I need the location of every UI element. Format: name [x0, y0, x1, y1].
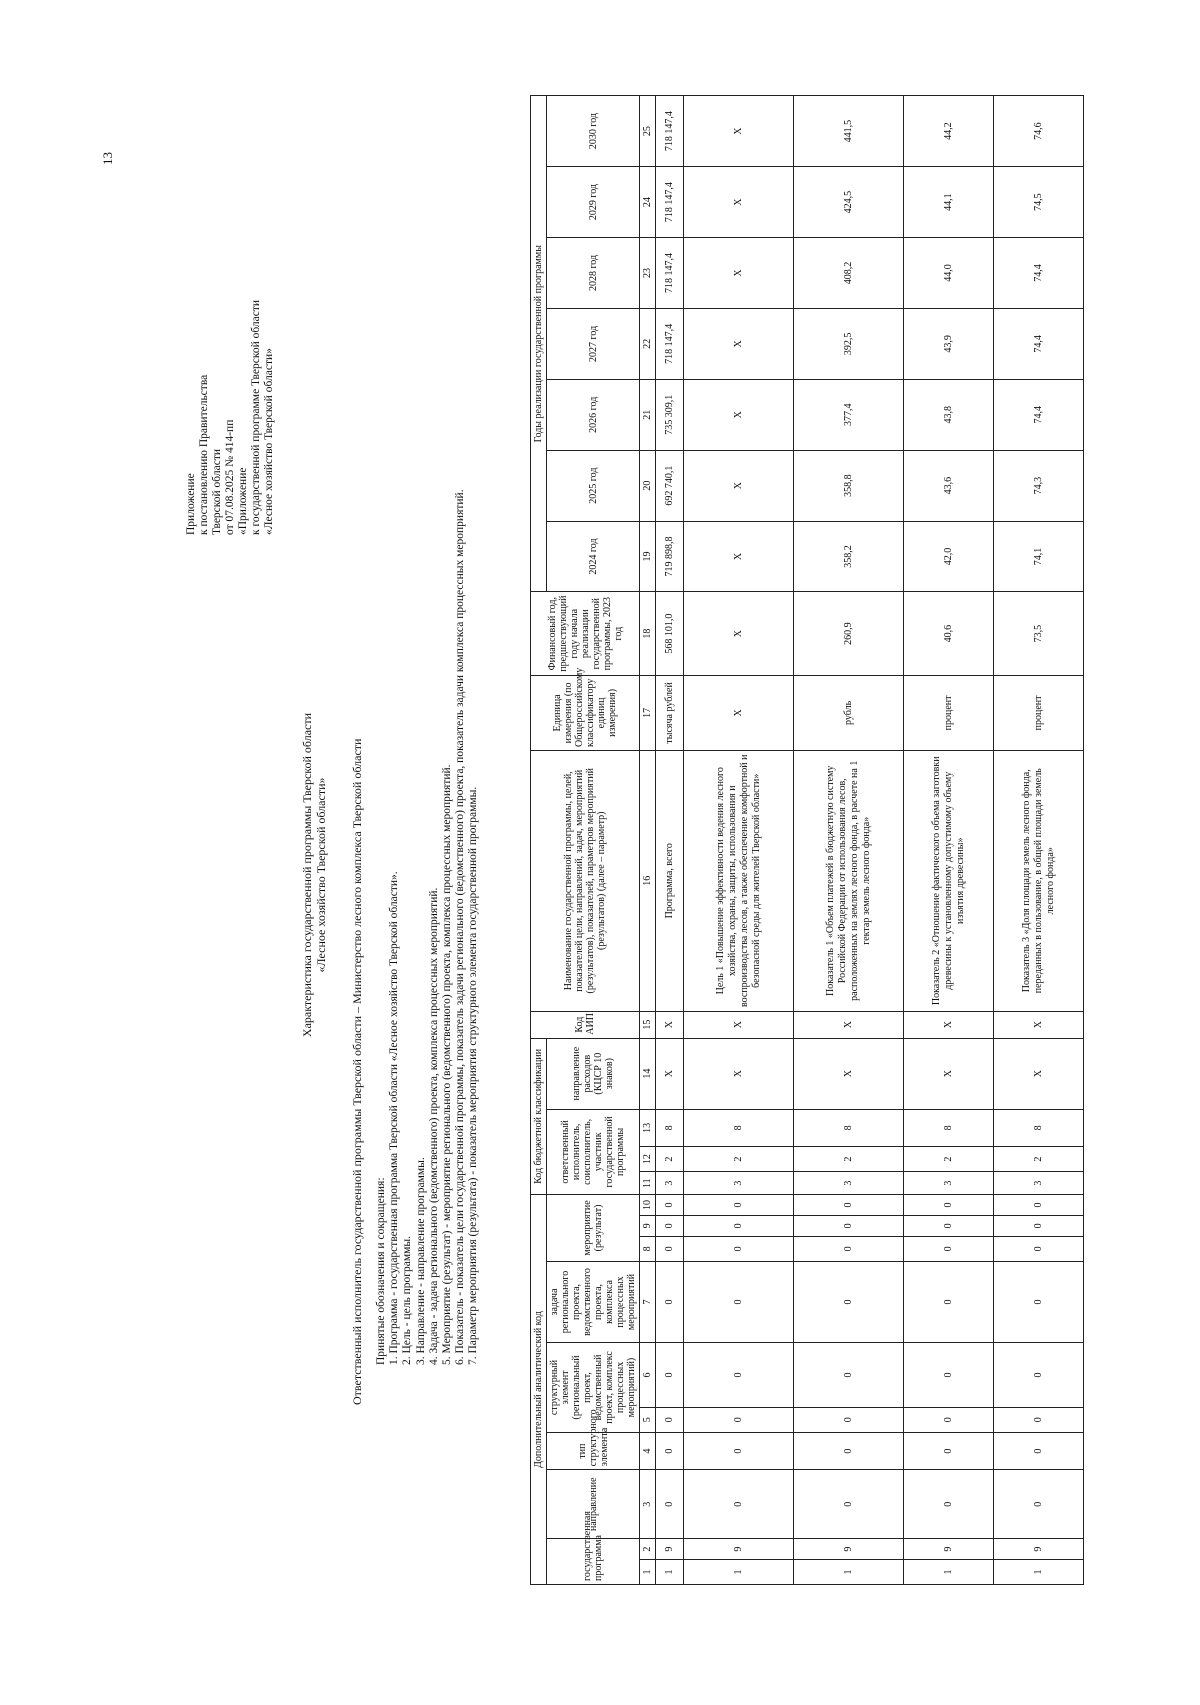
appendix-header [185, 205, 276, 535]
code-cell: 0 [656, 1261, 684, 1342]
code-cell: 3 [684, 1172, 794, 1195]
code-cell: 9 [994, 1539, 1084, 1560]
appendix-line: к постановлению Правительства [198, 374, 210, 535]
appendix-line: «Приложение [237, 467, 249, 535]
code-cell: 0 [656, 1215, 684, 1236]
code-cell: 2 [684, 1147, 794, 1172]
legend-line: 1. Программа - государственная программа Тверской области «Лесное хозяйство Тверской области». [388, 871, 401, 1365]
year-value: 43,8 [904, 379, 994, 450]
year-value: 74,1 [994, 521, 1084, 592]
code-cell: 0 [656, 1195, 684, 1216]
year-value: Х [684, 379, 794, 450]
column-number: 4 [640, 1432, 656, 1470]
table-body [656, 96, 1084, 1585]
code-cell: 2 [656, 1147, 684, 1172]
year-value: 358,2 [794, 521, 904, 592]
code-cell: 1 [994, 1559, 1084, 1584]
header-year-2028: 2028 год [547, 238, 640, 309]
column-number: 12 [640, 1147, 656, 1172]
code-cell: 0 [794, 1236, 904, 1261]
name-cell: Показатель 2 «Отношение фактического объема заготовки древесины к установленному допустимому объему изъятия древесины» [904, 750, 994, 1011]
year-value: 74,4 [994, 238, 1084, 309]
name-cell: Цель 1 «Повышение эффективности ведения лесного хозяйства, охраны, защиты, использования и воспроизводства лесов, а также обеспечение комфортной и безопасной среды для жителей Тверской области» [684, 750, 794, 1011]
name-cell: Программа, всего [656, 750, 684, 1011]
year-value: Х [684, 450, 794, 521]
code-cell: 9 [684, 1539, 794, 1560]
appendix-line: «Лесное хозяйство Тверской области» [263, 348, 275, 535]
column-number: 22 [640, 308, 656, 379]
code-cell: 0 [994, 1261, 1084, 1342]
legend-line: 7. Параметр мероприятия (результата) - показатель мероприятия структурного элемента государственной программы. [467, 786, 480, 1365]
column-number: 1 [640, 1559, 656, 1584]
code-cell: 0 [684, 1343, 794, 1408]
code-cell: 8 [904, 1109, 994, 1147]
code-cell: 0 [684, 1432, 794, 1470]
code-cell: 3 [794, 1172, 904, 1195]
code-cell: 0 [656, 1236, 684, 1261]
year-value: 377,4 [794, 379, 904, 450]
header-year-2024: 2024 год [547, 521, 640, 592]
abbreviations-legend [375, 489, 481, 1365]
column-number: 16 [640, 750, 656, 1011]
code-cell: 1 [656, 1559, 684, 1584]
year-value: Х [684, 521, 794, 592]
code-cell: 0 [904, 1215, 994, 1236]
column-number: 18 [640, 592, 656, 675]
year-value: 74,5 [994, 167, 1084, 238]
responsible-executor: Ответственный исполнитель государственной программы Тверской области – Министерство лесного комплекса Тверской области [350, 738, 364, 1405]
code-cell: 8 [656, 1109, 684, 1147]
column-number: 7 [640, 1261, 656, 1342]
title-line-1: Характеристика государственной программы Тверской области [300, 712, 314, 1038]
legend-line: 2. Цель - цель программы. [401, 1236, 414, 1365]
header-event: мероприятие (результат) [547, 1195, 640, 1262]
appendix-line: к государственной программе Тверской области [250, 299, 262, 535]
column-numbers-row [640, 96, 656, 1585]
header-program: государственная программа [547, 1539, 640, 1585]
code-cell: 0 [904, 1236, 994, 1261]
unit-cell: тысяча рублей [656, 675, 684, 750]
code-cell: Х [994, 1038, 1084, 1109]
header-aip: Код АИП [531, 1011, 640, 1038]
header-element-type: тип структурного элемента [547, 1432, 640, 1470]
header-year-2025: 2025 год [547, 450, 640, 521]
code-cell: Х [794, 1011, 904, 1038]
year-value: 42,0 [904, 521, 994, 592]
code-cell: 1 [904, 1559, 994, 1584]
column-number: 15 [640, 1011, 656, 1038]
unit-cell: рубль [794, 675, 904, 750]
code-cell: Х [656, 1011, 684, 1038]
column-number: 13 [640, 1109, 656, 1147]
code-cell: 0 [794, 1261, 904, 1342]
code-cell: 0 [684, 1215, 794, 1236]
column-number: 11 [640, 1172, 656, 1195]
year-value: 408,2 [794, 238, 904, 309]
column-number: 20 [640, 450, 656, 521]
code-cell: 0 [794, 1195, 904, 1216]
table-row [994, 96, 1084, 1585]
column-number: 2 [640, 1539, 656, 1560]
column-number: 9 [640, 1215, 656, 1236]
header-year-2030: 2030 год [547, 96, 640, 167]
header-expense-direction: направление расходов (КЦСР 10 знаков) [547, 1038, 640, 1109]
code-cell: Х [904, 1011, 994, 1038]
header-year-2027: 2027 год [547, 308, 640, 379]
header-direction: направление [547, 1470, 640, 1539]
column-number: 25 [640, 96, 656, 167]
legend-line: 6. Показатель - показатель цели государственной программы, показатель задачи регионального (ведомственного) проекта, показатель задачи комплекса процессных мероприятий. [454, 489, 467, 1365]
column-number: 21 [640, 379, 656, 450]
base-year-value: 73,5 [994, 592, 1084, 675]
year-value: 719 898,8 [656, 521, 684, 592]
column-number: 10 [640, 1195, 656, 1216]
table-row [684, 96, 794, 1585]
year-value: 441,5 [794, 96, 904, 167]
column-number: 14 [640, 1038, 656, 1109]
code-cell: Х [684, 1038, 794, 1109]
header-additional-code: Дополнительный аналитический код [531, 1195, 547, 1585]
name-cell: Показатель 3 «Доля площади земель лесного фонда, переданных в пользование, в общей площади земель лесного фонда» [994, 750, 1084, 1011]
column-number: 17 [640, 675, 656, 750]
code-cell: 0 [994, 1343, 1084, 1408]
base-year-value: 568 101,0 [656, 592, 684, 675]
column-number: 8 [640, 1236, 656, 1261]
code-cell: 0 [994, 1236, 1084, 1261]
header-task: задача регионального проекта, ведомственного проекта, комплекса процессных мероприятий [547, 1261, 640, 1342]
code-cell: 0 [684, 1195, 794, 1216]
code-cell: 0 [684, 1407, 794, 1432]
appendix-line: Приложение [185, 473, 197, 535]
header-name: Наименование государственной программы, целей, показателей цели, направлений, задач, мероприятий (результатов), показателей, параметров мероприятий (результатов) (далее – параметр) [531, 750, 640, 1011]
year-value: Х [684, 167, 794, 238]
code-cell: 0 [994, 1432, 1084, 1470]
code-cell: 2 [904, 1147, 994, 1172]
year-value: 424,5 [794, 167, 904, 238]
table-row [656, 96, 684, 1585]
year-value: 74,3 [994, 450, 1084, 521]
header-budget-code: Код бюджетной классификации [531, 1038, 547, 1194]
code-cell: Х [994, 1011, 1084, 1038]
code-cell: 0 [994, 1470, 1084, 1539]
code-cell: Х [656, 1038, 684, 1109]
base-year-value: 260,9 [794, 592, 904, 675]
code-cell: 0 [794, 1343, 904, 1408]
code-cell: 8 [684, 1109, 794, 1147]
code-cell: 0 [656, 1343, 684, 1408]
year-value: 44,0 [904, 238, 994, 309]
year-value: 692 740,1 [656, 450, 684, 521]
code-cell: 0 [994, 1195, 1084, 1216]
code-cell: 0 [904, 1432, 994, 1470]
code-cell: 0 [684, 1236, 794, 1261]
code-cell: 0 [794, 1407, 904, 1432]
code-cell: 9 [904, 1539, 994, 1560]
code-cell: Х [684, 1011, 794, 1038]
code-cell: 8 [994, 1109, 1084, 1147]
document-title [300, 565, 328, 1185]
column-number: 6 [640, 1343, 656, 1408]
code-cell: Х [904, 1038, 994, 1109]
year-value: 74,4 [994, 308, 1084, 379]
year-value: 74,6 [994, 96, 1084, 167]
base-year-value: Х [684, 592, 794, 675]
code-cell: 0 [994, 1407, 1084, 1432]
code-cell: 3 [904, 1172, 994, 1195]
code-cell: 0 [684, 1261, 794, 1342]
year-value: 44,2 [904, 96, 994, 167]
year-value: 43,6 [904, 450, 994, 521]
column-number: 3 [640, 1470, 656, 1539]
legend-line: 3. Направление - направление программы. [414, 1157, 427, 1365]
code-cell: 0 [656, 1432, 684, 1470]
year-value: 392,5 [794, 308, 904, 379]
code-cell: 0 [794, 1215, 904, 1236]
unit-cell: процент [994, 675, 1084, 750]
unit-cell: Х [684, 675, 794, 750]
header-year-2026: 2026 год [547, 379, 640, 450]
code-cell: 9 [656, 1539, 684, 1560]
code-cell: 0 [684, 1470, 794, 1539]
legend-line: 4. Задача - задача регионального (ведомственного) проекта, комплекса процессных мероприятий. [427, 887, 440, 1365]
code-cell: 1 [794, 1559, 904, 1584]
code-cell: Х [794, 1038, 904, 1109]
column-number: 23 [640, 238, 656, 309]
year-value: 74,4 [994, 379, 1084, 450]
appendix-line: Тверской области [211, 449, 223, 535]
page-number: 13 [100, 152, 115, 165]
code-cell: 0 [904, 1195, 994, 1216]
program-characteristics-table [530, 95, 1084, 1585]
column-number: 5 [640, 1407, 656, 1432]
code-cell: 1 [684, 1559, 794, 1584]
header-year-2029: 2029 год [547, 167, 640, 238]
code-cell: 0 [904, 1261, 994, 1342]
year-value: 44,1 [904, 167, 994, 238]
year-value: 718 147,4 [656, 167, 684, 238]
title-line-2: «Лесное хозяйство Тверской области» [314, 777, 328, 973]
code-cell: 0 [794, 1432, 904, 1470]
code-cell: 3 [656, 1172, 684, 1195]
code-cell: 0 [904, 1470, 994, 1539]
year-value: 718 147,4 [656, 96, 684, 167]
year-value: 43,9 [904, 308, 994, 379]
name-cell: Показатель 1 «Объем платежей в бюджетную систему Российской Федерации от использования лесов, расположенных на землях лесного фонда, в расчете на 1 гектар земель лесного фонда» [794, 750, 904, 1011]
column-number: 24 [640, 167, 656, 238]
legend-line: 5. Мероприятие (результат) - мероприятие регионального (ведомственного) проекта, комплекса процессных мероприятий. [441, 764, 454, 1365]
year-value: 735 309,1 [656, 379, 684, 450]
year-value: 718 147,4 [656, 308, 684, 379]
year-value: Х [684, 96, 794, 167]
appendix-line: от 07.08.2025 № 414-пп [224, 419, 236, 535]
code-cell: 0 [994, 1215, 1084, 1236]
header-years: Годы реализации государственной программы [531, 96, 547, 592]
code-cell: 2 [794, 1147, 904, 1172]
code-cell: 3 [994, 1172, 1084, 1195]
header-base-year: Финансовый год, предшествующий году начала реализации государственной программы, 2023 год [531, 592, 640, 675]
code-cell: 0 [794, 1470, 904, 1539]
header-unit: Единица измерения (по Общероссийскому классификатору единиц измерения) [531, 675, 640, 750]
code-cell: 8 [794, 1109, 904, 1147]
code-cell: 0 [904, 1407, 994, 1432]
year-value: Х [684, 238, 794, 309]
column-number: 19 [640, 521, 656, 592]
code-cell: 2 [994, 1147, 1084, 1172]
code-cell: 0 [656, 1470, 684, 1539]
unit-cell: процент [904, 675, 994, 750]
code-cell: 9 [794, 1539, 904, 1560]
code-cell: 0 [904, 1343, 994, 1408]
base-year-value: 40,6 [904, 592, 994, 675]
legend-line: Принятые обозначения и сокращения: [375, 1177, 387, 1365]
code-cell: 0 [656, 1407, 684, 1432]
year-value: 358,8 [794, 450, 904, 521]
table-row [904, 96, 994, 1585]
header-structural-element: структурный элемент (региональный проект, ведомственный проект, комплекс процессных мероприятий) [547, 1343, 640, 1433]
header-executor: ответственный исполнитель, соисполнитель, участник государственной программы [547, 1109, 640, 1194]
year-value: Х [684, 308, 794, 379]
year-value: 718 147,4 [656, 238, 684, 309]
table-row [794, 96, 904, 1585]
